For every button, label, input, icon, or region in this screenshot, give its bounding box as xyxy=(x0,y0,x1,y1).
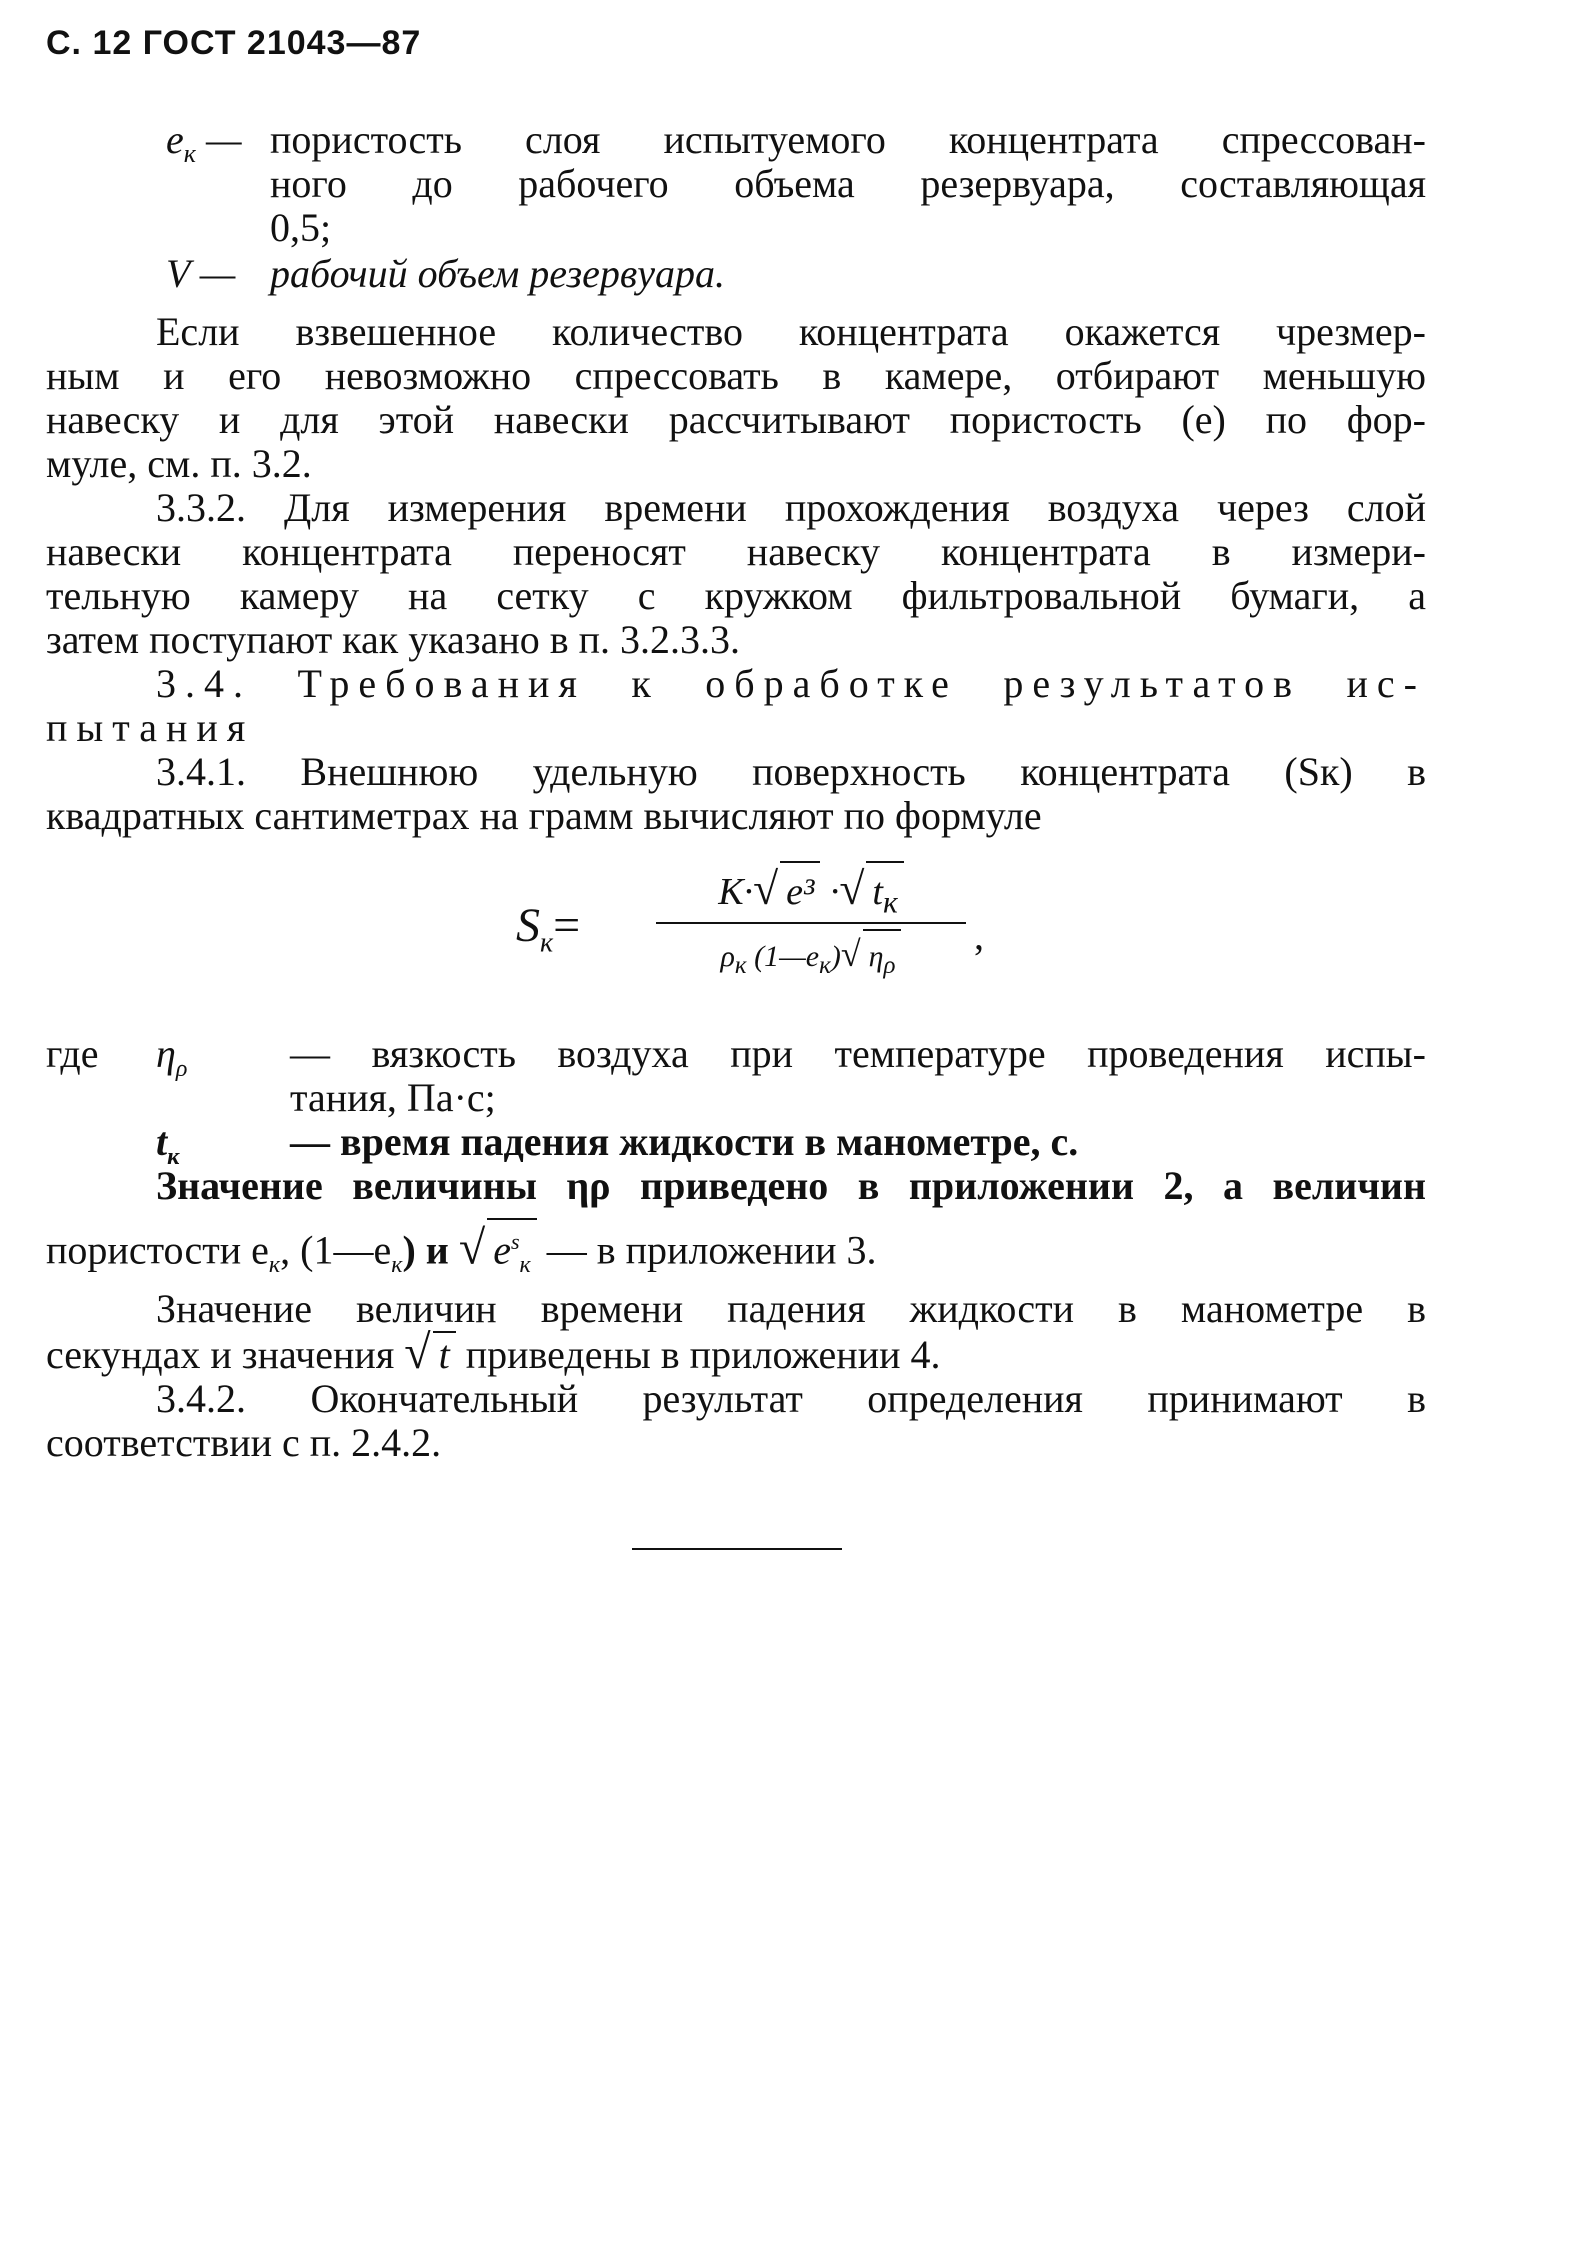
section-heading-3-4: 3.4. Требования к обработке результатов ис- пытания xyxy=(46,661,1426,750)
formula-lhs: $S_к=$ xyxy=(516,899,581,959)
sqrt-icon: √ xyxy=(458,1221,486,1275)
paragraph-3-3-2: 3.3.2. Для измерения времени прохождения воздуха через слой навески концентрата переносят навеску концентрата в измери- тельную камеру на сетку с кружком фильтровальной бумаги, а затем поступают как указано в п. 3.2.3.3. xyxy=(46,485,1426,662)
sqrt-icon: √ xyxy=(753,863,779,914)
formula-fraction xyxy=(656,860,966,992)
where-t: $t_к$ — время падения жидкости в манометре, с. xyxy=(156,1119,1079,1170)
definition-line: ного до рабочего объема резервуара, составляющая xyxy=(270,161,1426,206)
paragraph-time-values: Значение величин времени падения жидкости в манометре в секундах и значения √ t приведены в приложении 4. xyxy=(46,1286,1426,1380)
fraction-bar xyxy=(656,922,966,924)
sqrt-icon: √ xyxy=(839,863,865,914)
paragraph-excess-sample: Если взвешенное количество концентрата окажется чрезмер- ным и его невозможно спрессовать в камере, отбирают меньшую навеску и для этой навески рассчитывают пористость (e) по фор- муле, см. п. 3.2. xyxy=(46,309,1426,486)
definition-line: пористость слоя испытуемого концентрата спрессован- xyxy=(270,117,1426,162)
sqrt-icon: √ xyxy=(840,934,861,974)
where-eta: где $\eta_\rho$ — вязкость воздуха при температуре проведения испы- тания, Па·с; xyxy=(46,1031,1426,1120)
surface-formula: $S_к=$ K·√ e³ ·√ $t_к$ $\rho_к$ $(1—e_к)√$ $\eta_\rho$ , xyxy=(46,854,1426,1024)
definition-v: V — рабочий объем резервуара. xyxy=(46,252,1426,296)
formula-numerator: K·√ e³ ·√ $t_к$ xyxy=(656,860,966,918)
sqrt-icon: √ xyxy=(404,1326,431,1380)
paragraph-values: Значение величины ηρ приведено в приложении 2, а величин пористости $e_к$, $(1—e_к)$ и √ $e^s_к$ — в приложении 3. xyxy=(46,1164,1426,1287)
definition-line: рабочий объем резервуара. xyxy=(270,251,725,296)
paragraph-3-4-1: 3.4.1. Внешнюю удельную поверхность концентрата (Sк) в квадратных сантиметрах на грамм вычисляют по формуле xyxy=(46,749,1426,838)
definition-e: $e_к$ — пористость слоя испытуемого концентрата спрессован- ного до рабочего объема резервуара, составляющая 0,5; xyxy=(166,117,1426,250)
end-rule xyxy=(632,1548,842,1550)
formula-denominator: $\rho_к$ $(1—e_к)√$ $\eta_\rho$ xyxy=(656,928,966,992)
definition-line: 0,5; xyxy=(270,205,332,250)
document-body xyxy=(46,118,1426,1465)
paragraph-3-4-2: 3.4.2. Окончательный результат определения принимают в соответствии с п. 2.4.2. xyxy=(46,1376,1426,1466)
page-header: С. 12 ГОСТ 21043—87 xyxy=(46,24,422,62)
